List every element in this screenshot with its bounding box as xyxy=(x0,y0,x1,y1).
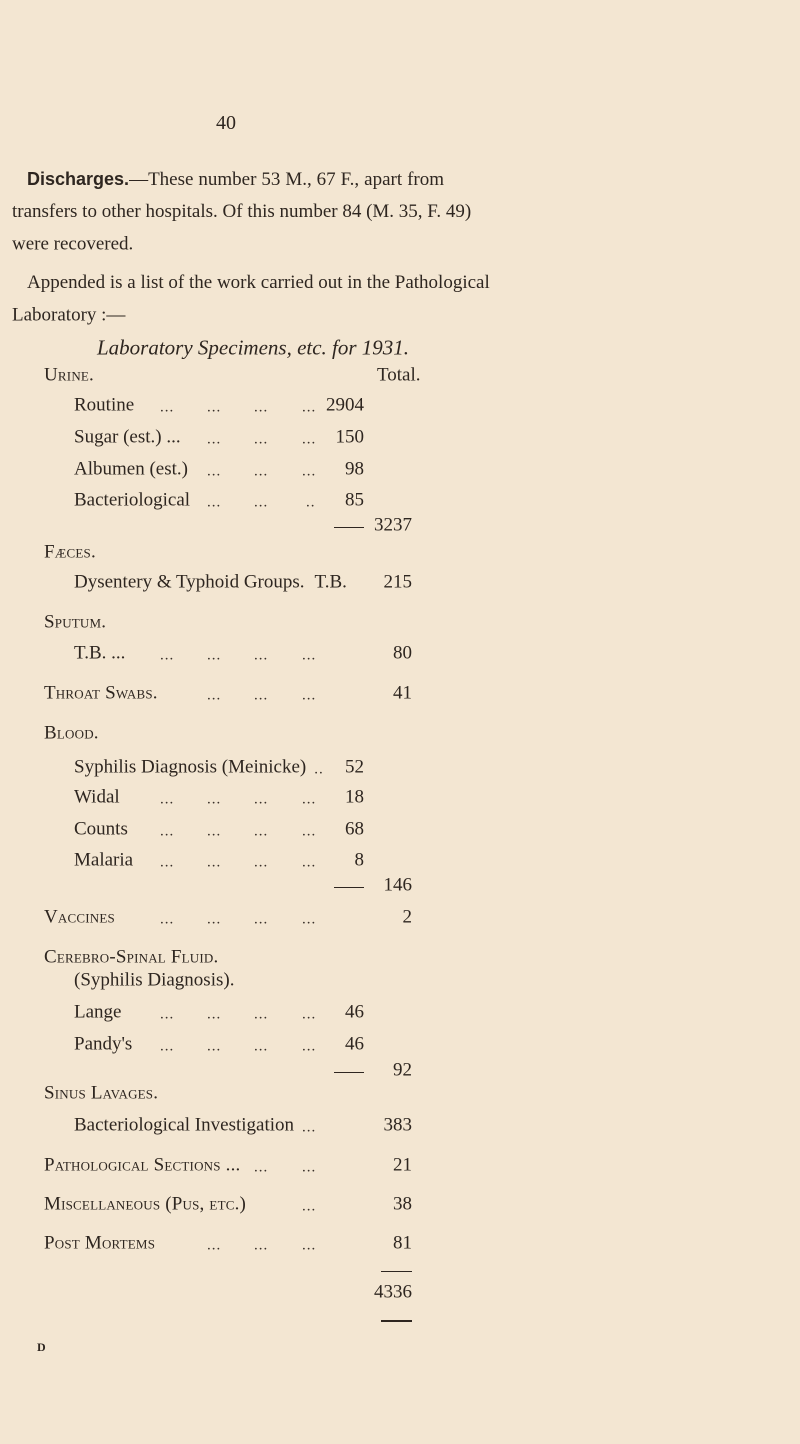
discharges-line-3: were recovered. xyxy=(12,233,134,255)
leader-dot-group: ... xyxy=(207,1237,222,1254)
csf-pandys-value: 46 xyxy=(345,1033,364,1055)
leader-dot-group: ... xyxy=(254,911,269,928)
misc-total: 38 xyxy=(393,1193,412,1215)
pathological-total: 21 xyxy=(393,1154,412,1176)
leader-dot-group: ... xyxy=(254,431,269,448)
section-faeces: Fæces. xyxy=(44,541,96,563)
leader-dot-group: ... xyxy=(254,1038,269,1055)
leader-dot-group: ... xyxy=(207,647,222,664)
urine-bacteriological-value: 85 xyxy=(345,489,364,511)
leader-dot-group: ... xyxy=(302,911,317,928)
leader-dot-group: ... xyxy=(302,1237,317,1254)
leader-dot-group: ... xyxy=(254,463,269,480)
leader-dot-group: ... xyxy=(160,791,175,808)
total-rule xyxy=(381,1271,412,1272)
section-blood: Blood. xyxy=(44,722,99,744)
leader-dot-group: ... xyxy=(302,399,317,416)
leader-dot-group: ... xyxy=(302,791,317,808)
leader-dot-group: ... xyxy=(302,431,317,448)
leader-dot-group: ... xyxy=(302,1119,317,1136)
csf-subtotal: 92 xyxy=(393,1059,412,1081)
leader-dot-group: ... xyxy=(302,1159,317,1176)
leader-dot-group: ... xyxy=(160,399,175,416)
leader-dot-group: ... xyxy=(207,791,222,808)
leader-dot-group: ... xyxy=(254,687,269,704)
leader-dot-group: ... xyxy=(302,1038,317,1055)
leader-dot-group: ... xyxy=(302,647,317,664)
leader-dot-group: ... xyxy=(160,647,175,664)
leader-dot-group: ... xyxy=(160,1006,175,1023)
section-pathological-sections: Pathological Sections ... xyxy=(44,1154,241,1176)
leader-dot-group: ... xyxy=(207,687,222,704)
leader-dot-group: ... xyxy=(160,823,175,840)
leader-dot-group: ... xyxy=(254,399,269,416)
leader-dot-group: ... xyxy=(254,494,269,511)
leader-dot-group: ... xyxy=(254,647,269,664)
section-throat-swabs: Throat Swabs. xyxy=(44,682,158,704)
blood-syphilis-label: Syphilis Diagnosis (Meinicke) xyxy=(74,756,307,778)
blood-widal-value: 18 xyxy=(345,786,364,808)
leader-dot-group: ... xyxy=(302,1006,317,1023)
section-sputum: Sputum. xyxy=(44,611,107,633)
urine-sugar-value: 150 xyxy=(335,426,364,448)
leader-dot-group: ... xyxy=(254,1006,269,1023)
sinus-total: 383 xyxy=(383,1114,412,1136)
leader-dot-group: ... xyxy=(207,463,222,480)
leader-dot-group: ... xyxy=(302,854,317,871)
sputum-item: T.B. ... xyxy=(74,642,126,664)
page-number: 40 xyxy=(216,112,236,134)
section-miscellaneous: Miscellaneous (Pus, etc.) xyxy=(44,1193,247,1215)
discharges-line-1 xyxy=(27,169,444,191)
table-title: Laboratory Specimens, etc. for 1931. xyxy=(97,335,410,360)
leader-dot-group: ... xyxy=(207,823,222,840)
section-post-mortems: Post Mortems xyxy=(44,1232,156,1254)
blood-counts-label: Counts xyxy=(74,818,128,840)
section-vaccines: Vaccines xyxy=(44,906,115,928)
faeces-total: 215 xyxy=(383,571,412,593)
sinus-item: Bacteriological Investigation xyxy=(74,1114,295,1136)
vaccines-total: 2 xyxy=(402,906,412,928)
section-csf: Cerebro-Spinal Fluid. xyxy=(44,946,219,968)
leader-dot-group: ... xyxy=(160,1038,175,1055)
grand-total: 4336 xyxy=(374,1281,412,1303)
leader-dot-group: ... xyxy=(207,1006,222,1023)
total-header: Total. xyxy=(377,364,421,386)
urine-albumen-label: Albumen (est.) xyxy=(74,458,188,480)
blood-malaria-value: 8 xyxy=(354,849,364,871)
leader-dot-group: ... xyxy=(302,823,317,840)
leader-dot-group: ... xyxy=(254,823,269,840)
faeces-item: Dysentery & Typhoid Groups. xyxy=(74,571,305,593)
blood-malaria-label: Malaria xyxy=(74,849,134,871)
csf-subheading: (Syphilis Diagnosis). xyxy=(74,969,235,991)
leader-dot-group: ... xyxy=(302,463,317,480)
section-urine: Urine. xyxy=(44,364,95,386)
signature-mark: D xyxy=(37,1340,46,1354)
csf-lange-label: Lange xyxy=(74,1001,122,1023)
csf-lange-value: 46 xyxy=(345,1001,364,1023)
leader-dot-group: .. xyxy=(314,761,324,778)
leader-dot-group: .. xyxy=(306,494,316,511)
faeces-tb: T.B. xyxy=(314,571,347,593)
discharges-line-2: transfers to other hospitals. Of this number 84 (M. 35, F. 49) xyxy=(12,201,472,222)
leader-dot-group: ... xyxy=(160,854,175,871)
leader-dot-group: ... xyxy=(160,911,175,928)
leader-dot-group: ... xyxy=(254,1237,269,1254)
leader-dot-group: ... xyxy=(207,854,222,871)
post-mortems-total: 81 xyxy=(393,1232,412,1254)
blood-widal-label: Widal xyxy=(74,786,120,808)
leader-dot-group: ... xyxy=(207,399,222,416)
blood-subtotal: 146 xyxy=(383,874,412,896)
appended-line-1: Appended is a list of the work carried out in the Pathological xyxy=(27,272,490,293)
urine-sugar-label: Sugar (est.) ... xyxy=(74,426,181,448)
urine-routine-value: 2904 xyxy=(326,394,364,416)
discharges-text: —These number 53 M., 67 F., apart from xyxy=(129,169,444,190)
blood-syphilis-value: 52 xyxy=(345,756,364,778)
urine-subtotal: 3237 xyxy=(374,514,412,536)
urine-albumen-value: 98 xyxy=(345,458,364,480)
leader-dot-group: ... xyxy=(302,1198,317,1215)
appended-line-2: Laboratory :— xyxy=(12,304,126,326)
total-double-rule xyxy=(381,1320,412,1322)
csf-pandys-label: Pandy's xyxy=(74,1033,133,1055)
leader-dot-group: ... xyxy=(207,494,222,511)
blood-counts-value: 68 xyxy=(345,818,364,840)
throat-total: 41 xyxy=(393,682,412,704)
urine-routine-label: Routine xyxy=(74,394,135,416)
leader-dot-group: ... xyxy=(254,791,269,808)
leader-dot-group: ... xyxy=(254,1159,269,1176)
discharges-heading: Discharges. xyxy=(27,169,130,189)
leader-dot-group: ... xyxy=(254,854,269,871)
urine-bacteriological-label: Bacteriological xyxy=(74,489,191,511)
leader-dot-group: ... xyxy=(207,911,222,928)
sputum-total: 80 xyxy=(393,642,412,664)
leader-dot-group: ... xyxy=(207,1038,222,1055)
section-sinus-lavages: Sinus Lavages. xyxy=(44,1082,159,1104)
leader-dot-group: ... xyxy=(207,431,222,448)
leader-dot-group: ... xyxy=(302,687,317,704)
